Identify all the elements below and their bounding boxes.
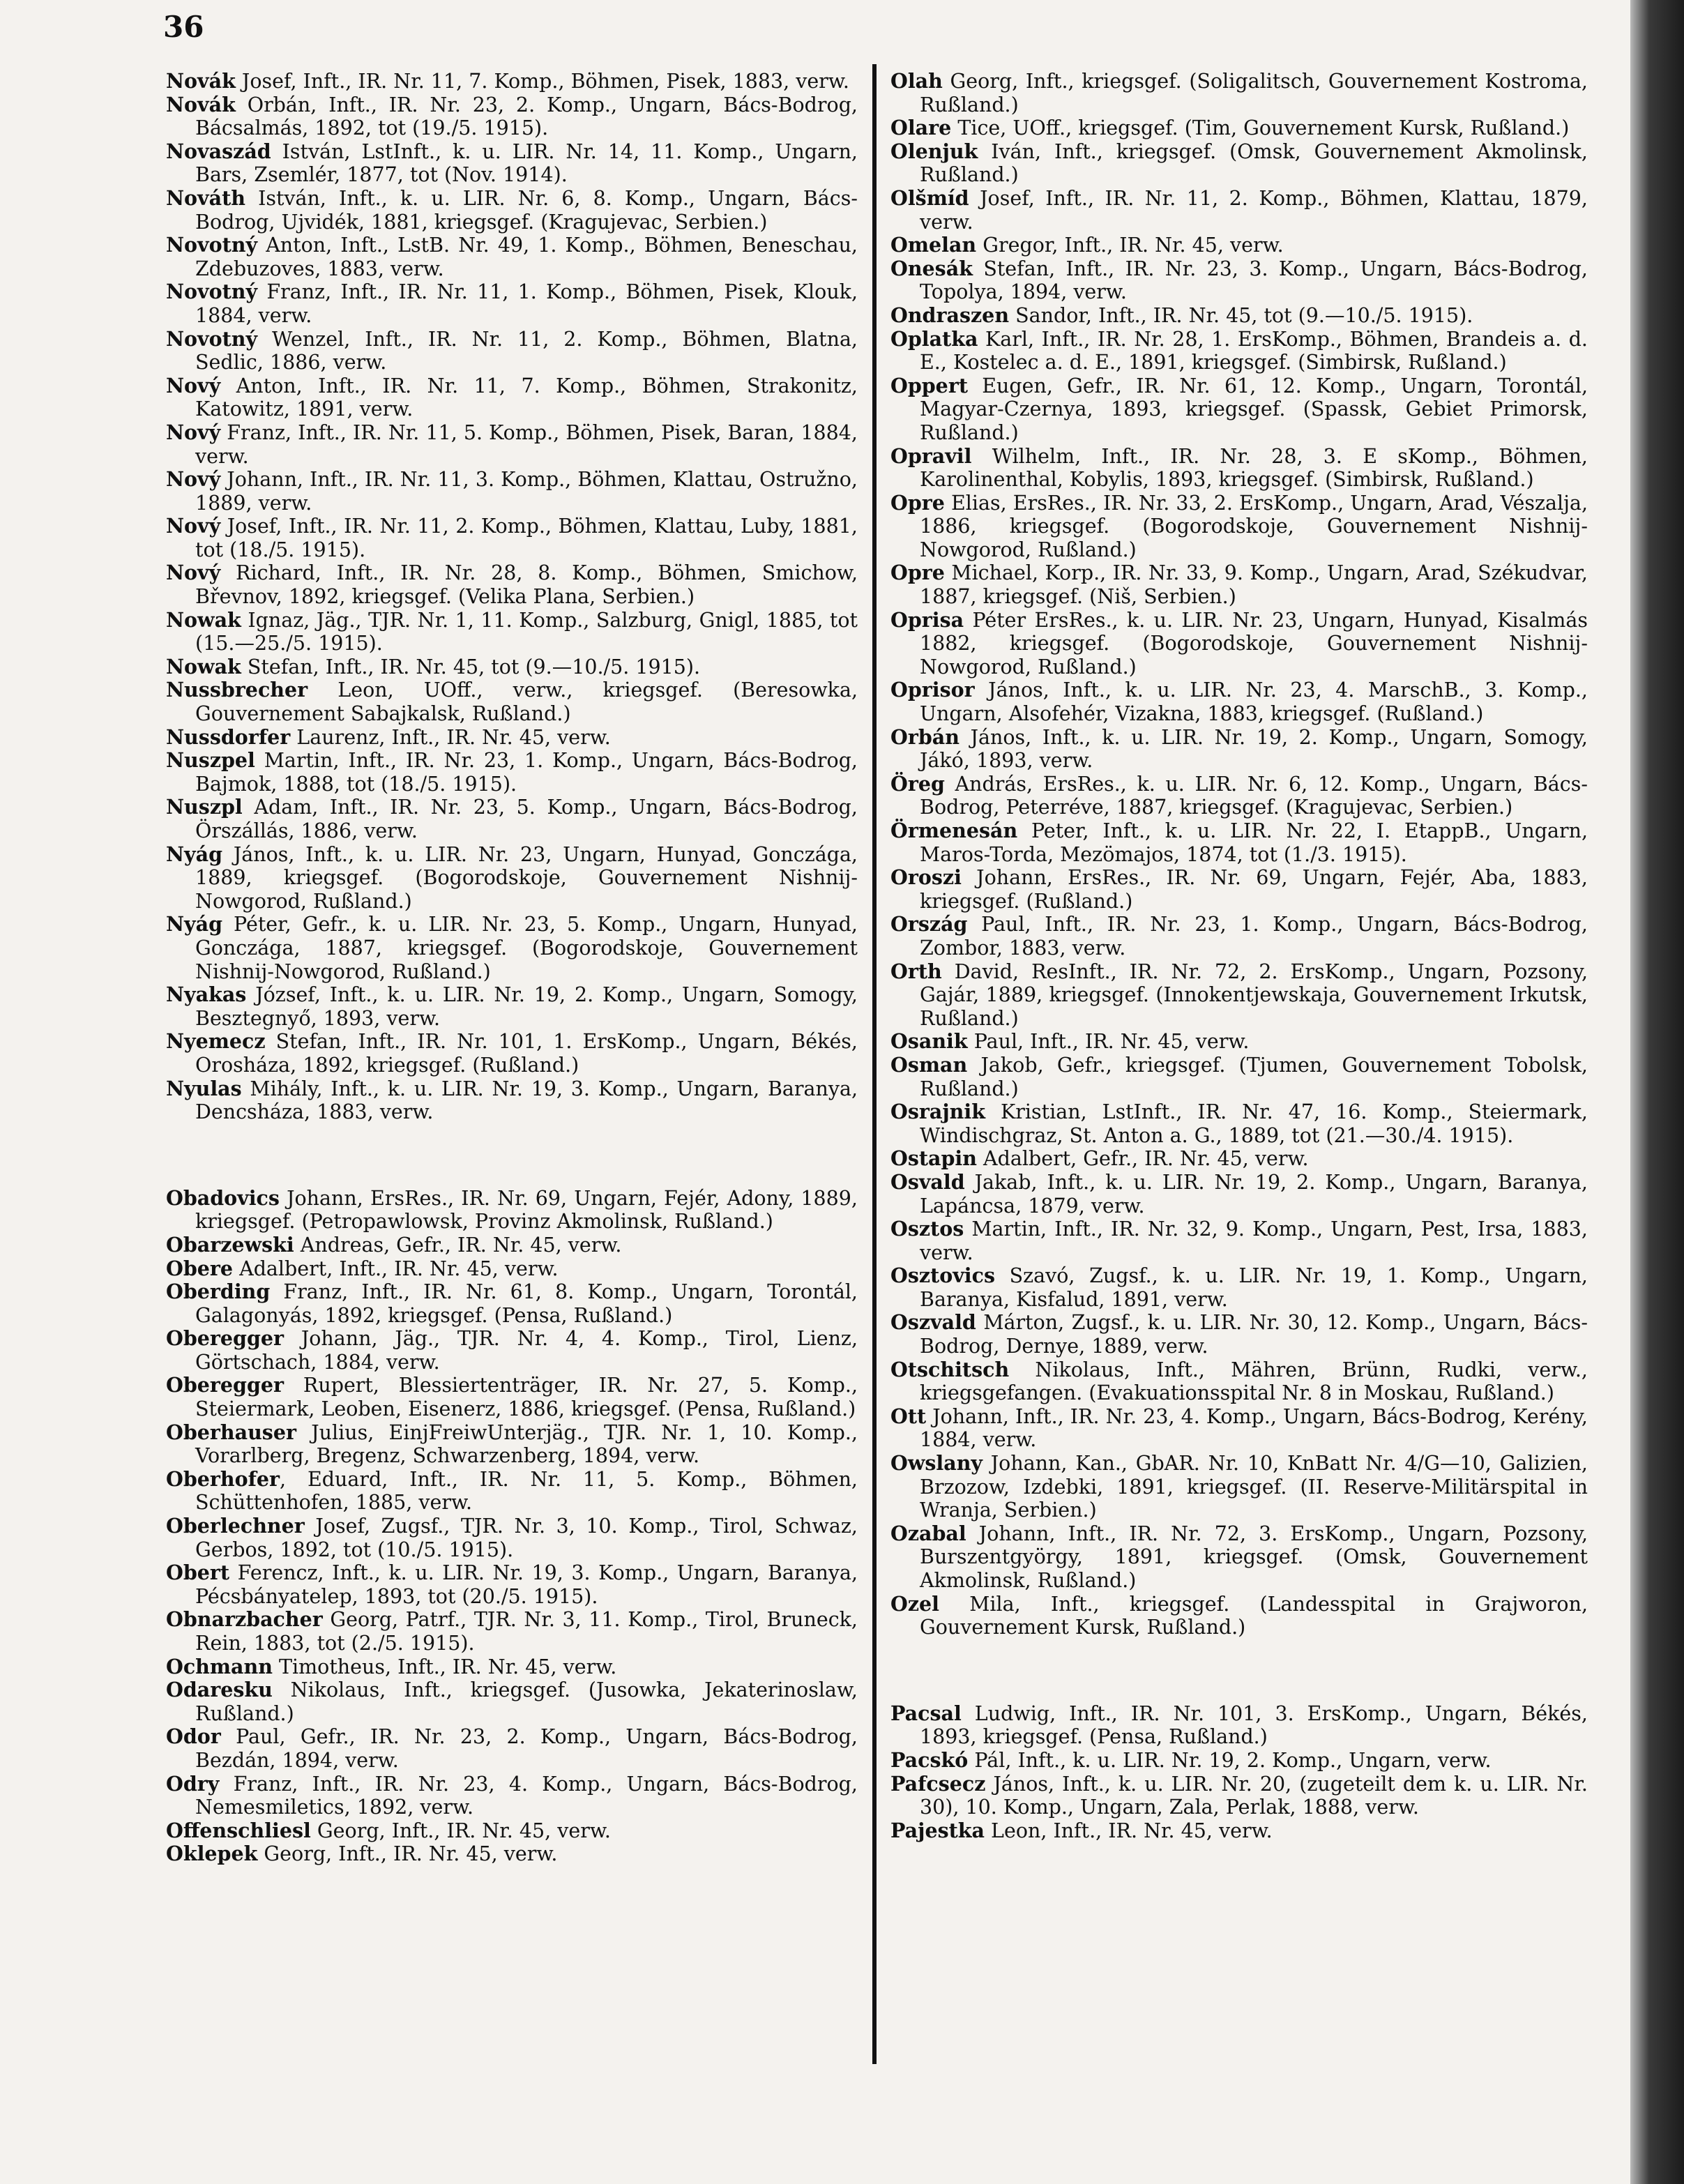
list-item — [890, 1311, 1588, 1358]
surname: Nyulas — [166, 1076, 242, 1100]
surname: Olare — [890, 116, 952, 140]
entry-details: Richard, Inft., IR. Nr. 28, 8. Komp., Böhmen, Smichow, Břevnov, 1892, kriegsgef. (Velika Plana, Serbien.) — [195, 561, 858, 609]
list-item — [166, 421, 858, 468]
entry-details: Franz, Inft., IR. Nr. 11, 5. Komp., Böhmen, Pisek, Baran, 1884, verw. — [195, 420, 858, 468]
entry-details: Georg, Patrf., TJR. Nr. 3, 11. Komp., Tirol, Bruneck, Rein, 1883, tot (2./5. 1915). — [195, 1608, 858, 1655]
list-item — [890, 819, 1588, 866]
list-item — [166, 468, 858, 515]
surname: Nový — [166, 420, 221, 444]
entry-details: Nikolaus, Inft., kriegsgef. (Jusowka, Jekaterinoslaw, Rußland.) — [195, 1678, 858, 1725]
entry-details: Andreas, Gefr., IR. Nr. 45, verw. — [294, 1233, 622, 1257]
surname: Offenschliesl — [166, 1818, 311, 1842]
surname: Nowak — [166, 654, 241, 678]
list-item — [890, 70, 1588, 116]
surname: Ország — [890, 912, 968, 936]
surname: Oprisor — [890, 678, 975, 702]
surname: Osztos — [890, 1217, 964, 1241]
list-item — [890, 960, 1588, 1031]
surname: Öreg — [890, 771, 945, 796]
surname: Oberegger — [166, 1373, 285, 1397]
list-item — [890, 678, 1588, 725]
entry-details: István, Inft., k. u. LIR. Nr. 6, 8. Komp., Ungarn, Bács-Bodrog, Ujvidék, 1881, kriegsgef. (Kragujevac, Serbien.) — [195, 186, 858, 234]
entry-details: Julius, EinjFreiwUnterjäg., TJR. Nr. 1, 10. Komp., Vorarlberg, Bregenz, Schwarzenberg, 1894, verw. — [195, 1420, 858, 1468]
entry-details: Franz, Inft., IR. Nr. 23, 4. Komp., Ungarn, Bács-Bodrog, Nemesmiletics, 1892, verw. — [195, 1772, 858, 1819]
list-item — [890, 913, 1588, 960]
entry-group-p — [890, 1702, 1588, 1843]
entry-details: Ludwig, Inft., IR. Nr. 101, 3. ErsKomp., Ungarn, Békés, 1893, kriegsgef. (Pensa, Rußland.) — [920, 1701, 1588, 1749]
entry-details: Kristian, LstInft., IR. Nr. 47, 16. Komp., Steiermark, Windischgraz, St. Anton a. G., 1889, tot (21.—30./4. 1915). — [920, 1100, 1588, 1147]
entry-details: Johann, ErsRes., IR. Nr. 69, Ungarn, Fejér, Aba, 1883, kriegsgef. (Rußland.) — [920, 866, 1588, 913]
list-item — [890, 561, 1588, 608]
list-item — [166, 328, 858, 374]
list-item — [166, 1561, 858, 1608]
surname: Ozabal — [890, 1521, 966, 1545]
list-item — [890, 116, 1588, 140]
list-item — [166, 374, 858, 421]
surname: Pajestka — [890, 1818, 985, 1842]
surname: Nowak — [166, 607, 241, 632]
surname: Osrajnik — [890, 1100, 985, 1124]
page-edge-shadow — [1630, 0, 1684, 2184]
list-item — [166, 749, 858, 796]
list-item — [166, 187, 858, 234]
entry-details: Josef, Inft., IR. Nr. 11, 2. Komp., Böhmen, Klattau, 1879, verw. — [920, 186, 1588, 234]
list-item — [890, 1522, 1588, 1593]
surname: Nový — [166, 514, 221, 538]
surname: Pafcsecz — [890, 1771, 986, 1796]
list-item — [166, 1678, 858, 1725]
surname: Oberhofer — [166, 1466, 280, 1491]
list-item — [890, 1264, 1588, 1311]
surname: Otschitsch — [890, 1357, 1010, 1381]
surname: Oberegger — [166, 1326, 285, 1351]
surname: Opre — [890, 561, 945, 585]
list-item — [890, 492, 1588, 562]
entry-details: Iván, Inft., kriegsgef. (Omsk, Gouvernement Akmolinsk, Rußland.) — [920, 139, 1588, 187]
list-item — [166, 983, 858, 1030]
entry-details: Ignaz, Jäg., TJR. Nr. 1, 11. Komp., Salzburg, Gnigl, 1885, tot (15.—25./5. 1915). — [195, 608, 858, 655]
surname: Nuszpl — [166, 795, 243, 819]
entry-details: Adalbert, Gefr., IR. Nr. 45, verw. — [976, 1147, 1309, 1171]
entry-details: Márton, Zugsf., k. u. LIR. Nr. 30, 12. Komp., Ungarn, Bács-Bodrog, Dernye, 1889, verw. — [920, 1311, 1588, 1358]
list-item — [166, 1608, 858, 1655]
entry-details: Sandor, Inft., IR. Nr. 45, tot (9.—10./5. 1915). — [1009, 303, 1473, 327]
surname: Oppert — [890, 373, 968, 397]
entry-details: Peter, Inft., k. u. LIR. Nr. 22, I. EtappB., Ungarn, Maros-Torda, Mezömajos, 1874, tot (1./3. 1915). — [920, 819, 1588, 866]
surname: Osman — [890, 1052, 968, 1077]
entry-details: Anton, Inft., LstB. Nr. 49, 1. Komp., Böhmen, Beneschau, Zdebuzoves, 1883, verw. — [195, 234, 858, 280]
list-item — [890, 1773, 1588, 1819]
entry-details: Johann, Inft., IR. Nr. 72, 3. ErsKomp., Ungarn, Pozsony, Burszentgyörgy, 1891, kriegsgef. (Omsk, Gouvernement Akmolinsk, Rußland.) — [920, 1522, 1588, 1592]
surname: Ott — [890, 1404, 927, 1428]
list-item — [166, 93, 858, 140]
entry-details: Péter ErsRes., k. u. LIR. Nr. 23, Ungarn, Hunyad, Kisalmás 1882, kriegsgef. (Bogorodskoje, Gouvernement Nishnij-Nowgorod, Rußland.) — [920, 608, 1588, 678]
entry-details: Gregor, Inft., IR. Nr. 45, verw. — [976, 234, 1284, 257]
entry-details: Franz, Inft., IR. Nr. 11, 1. Komp., Böhmen, Pisek, Klouk, 1884, verw. — [195, 280, 858, 327]
section-gap — [166, 1124, 858, 1187]
surname: Nový — [166, 373, 221, 397]
entry-details: Georg, Inft., IR. Nr. 45, verw. — [310, 1819, 611, 1842]
surname: Osztovics — [890, 1264, 996, 1288]
surname: Pacskó — [890, 1747, 969, 1772]
list-item — [166, 140, 858, 187]
list-item — [166, 913, 858, 983]
list-item — [890, 140, 1588, 187]
entry-details: Nikolaus, Inft., Mähren, Brünn, Rudki, verw., kriegsgefangen. (Evakuationsspital Nr. 8 in Moskau, Rußland.) — [920, 1358, 1588, 1405]
entry-details: Leon, UOff., verw., kriegsgef. (Beresowka, Gouvernement Sabajkalsk, Rußland.) — [195, 678, 858, 726]
entry-group-o — [166, 1187, 858, 1866]
entry-details: Wenzel, Inft., IR. Nr. 11, 2. Komp., Böhmen, Blatna, Sedlic, 1886, verw. — [195, 327, 858, 374]
surname: Novotný — [166, 233, 258, 257]
entry-details: Georg, Inft., IR. Nr. 45, verw. — [257, 1842, 558, 1866]
entry-details: János, Inft., k. u. LIR. Nr. 23, Ungarn, Hunyad, Gonczága, 1889, kriegsgef. (Bogorodskoje, Gouvernement Nishnij-Nowgorod, Rußland.) — [195, 842, 858, 913]
list-item — [890, 328, 1588, 374]
list-item — [890, 304, 1588, 328]
entry-details: Orbán, Inft., IR. Nr. 23, 2. Komp., Ungarn, Bács-Bodrog, Bácsalmás, 1892, tot (19./5. 1915). — [195, 93, 858, 140]
surname: Nyág — [166, 912, 223, 936]
surname: Obert — [166, 1561, 230, 1585]
entry-details: Johann, Inft., IR. Nr. 11, 3. Komp., Böhmen, Klattau, Ostružno, 1889, verw. — [195, 468, 858, 515]
list-item — [166, 1655, 858, 1679]
entry-details: Laurenz, Inft., IR. Nr. 45, verw. — [290, 725, 611, 749]
entry-details: Rupert, Blessiertenträger, IR. Nr. 27, 5. Komp., Steiermark, Leoben, Eisenerz, 1886, kriegsgef. (Pensa, Rußland.) — [195, 1374, 858, 1421]
surname: Obere — [166, 1256, 234, 1280]
list-item — [166, 1773, 858, 1819]
surname: Nyág — [166, 842, 223, 866]
entry-details: Josef, Zugsf., TJR. Nr. 3, 10. Komp., Tirol, Schwaz, Gerbos, 1892, tot (10./5. 1915). — [195, 1515, 858, 1561]
list-item — [166, 1234, 858, 1257]
entry-details: János, Inft., k. u. LIR. Nr. 20, (zugeteilt dem k. u. LIR. Nr. 30), 10. Komp., Ungarn, Zala, Perlak, 1888, verw. — [920, 1772, 1588, 1819]
surname: Novák — [166, 69, 236, 93]
list-item — [166, 1327, 858, 1374]
entry-details: Stefan, Inft., IR. Nr. 23, 3. Komp., Ungarn, Bács-Bodrog, Topolya, 1894, verw. — [920, 257, 1588, 304]
entry-details: Johann, Inft., IR. Nr. 23, 4. Komp., Ungarn, Bács-Bodrog, Kerény, 1884, verw. — [920, 1404, 1588, 1452]
list-item — [166, 1842, 858, 1866]
surname: Obnarzbacher — [166, 1607, 323, 1632]
list-item — [166, 70, 858, 93]
entry-details: Mihály, Inft., k. u. LIR. Nr. 19, 3. Komp., Ungarn, Baranya, Dencsháza, 1883, verw. — [195, 1077, 858, 1124]
entry-details: Karl, Inft., IR. Nr. 28, 1. ErsKomp., Böhmen, Brandeis a. d. E., Kostelec a. d. E., 1891, kriegsgef. (Simbirsk, Rußland.) — [920, 327, 1588, 374]
surname: Novák — [166, 92, 236, 116]
entry-details: Anton, Inft., IR. Nr. 11, 7. Komp., Böhmen, Strakonitz, Katowitz, 1891, verw. — [195, 374, 858, 421]
entry-details: István, LstInft., k. u. LIR. Nr. 14, 11. Komp., Ungarn, Bars, Zsemlér, 1877, tot (Nov. 1914). — [195, 139, 858, 187]
surname: Nový — [166, 467, 221, 492]
list-item — [166, 1030, 858, 1077]
surname: Olah — [890, 69, 943, 93]
list-item — [166, 1421, 858, 1468]
surname: Obadovics — [166, 1185, 280, 1210]
surname: Olšmíd — [890, 185, 969, 210]
list-item — [890, 1749, 1588, 1773]
entry-details: Georg, Inft., kriegsgef. (Soligalitsch, Gouvernement Kostroma, Rußland.) — [920, 70, 1588, 116]
surname: Orbán — [890, 725, 959, 749]
list-item — [166, 609, 858, 655]
surname: Nussbrecher — [166, 678, 308, 702]
entry-details: Stefan, Inft., IR. Nr. 101, 1. ErsKomp., Ungarn, Békés, Orosháza, 1892, kriegsgef. (Rußland.) — [195, 1030, 858, 1077]
entry-details: , Eduard, Inft., IR. Nr. 11, 5. Komp., Böhmen, Schüttenhofen, 1885, verw. — [195, 1467, 858, 1515]
list-item — [890, 187, 1588, 234]
column-divider — [872, 64, 877, 2064]
list-item — [166, 843, 858, 913]
entry-details: János, Inft., k. u. LIR. Nr. 19, 2. Komp., Ungarn, Somogy, Jákó, 1893, verw. — [920, 725, 1588, 773]
list-item — [890, 866, 1588, 913]
surname: Odry — [166, 1771, 220, 1796]
entry-details: Johann, ErsRes., IR. Nr. 69, Ungarn, Fejér, Adony, 1889, kriegsgef. (Petropawlowsk, Provinz Akmolinsk, Rußland.) — [195, 1186, 858, 1234]
list-item — [890, 609, 1588, 679]
list-item — [166, 234, 858, 280]
page-number: 36 — [163, 10, 204, 44]
list-item — [166, 1187, 858, 1234]
list-item — [890, 374, 1588, 445]
entry-details: Adam, Inft., IR. Nr. 23, 5. Komp., Ungarn, Bács-Bodrog, Örszállás, 1886, verw. — [195, 796, 858, 842]
entry-details: Pál, Inft., k. u. LIR. Nr. 19, 2. Komp., Ungarn, verw. — [968, 1748, 1492, 1772]
entry-details: Tice, UOff., kriegsgef. (Tim, Gouvernement Kursk, Rußland.) — [951, 116, 1570, 140]
section-gap — [890, 1639, 1588, 1702]
entry-details: Elias, ErsRes., IR. Nr. 33, 2. ErsKomp., Ungarn, Arad, Vészalja, 1886, kriegsgef. (Bogorodskoje, Gouvernement Nishnij-Nowgorod, Rußland.) — [920, 491, 1588, 561]
list-item — [890, 726, 1588, 773]
surname: Oplatka — [890, 326, 978, 351]
list-item — [890, 1702, 1588, 1749]
surname: Ozel — [890, 1591, 939, 1616]
surname: Osvald — [890, 1169, 965, 1194]
list-item — [166, 796, 858, 842]
list-item — [890, 1171, 1588, 1218]
list-item — [166, 280, 858, 327]
entry-details: Mila, Inft., kriegsgef. (Landesspital in Grajworon, Gouvernement Kursk, Rußland.) — [920, 1592, 1588, 1639]
entry-details: Paul, Gefr., IR. Nr. 23, 2. Komp., Ungarn, Bács-Bodrog, Bezdán, 1894, verw. — [195, 1725, 858, 1772]
list-item — [890, 1405, 1588, 1452]
list-item — [890, 1218, 1588, 1264]
surname: Oroszi — [890, 865, 962, 890]
list-item — [166, 1819, 858, 1843]
surname: Ostapin — [890, 1146, 977, 1171]
surname: Pacsal — [890, 1701, 962, 1725]
surname: Nussdorfer — [166, 725, 291, 749]
entry-details: Paul, Inft., IR. Nr. 45, verw. — [967, 1030, 1250, 1054]
surname: Oberlechner — [166, 1514, 305, 1538]
entry-details: Szavó, Zugsf., k. u. LIR. Nr. 19, 1. Komp., Ungarn, Baranya, Kisfalud, 1891, verw. — [920, 1264, 1588, 1311]
list-item — [890, 1147, 1588, 1171]
surname: Oklepek — [166, 1842, 258, 1866]
entry-details: Franz, Inft., IR. Nr. 61, 8. Komp., Ungarn, Torontál, Galagonyás, 1892, kriegsgef. (Pensa, Rußland.) — [195, 1280, 858, 1327]
entry-details: Martin, Inft., IR. Nr. 32, 9. Komp., Ungarn, Pest, Irsa, 1883, verw. — [920, 1218, 1588, 1264]
list-item — [166, 1515, 858, 1561]
list-item — [166, 678, 858, 725]
entry-details: Adalbert, Inft., IR. Nr. 45, verw. — [233, 1257, 559, 1280]
list-item — [166, 1374, 858, 1420]
entry-details: Stefan, Inft., IR. Nr. 45, tot (9.—10./5. 1915). — [241, 655, 701, 678]
surname: Nuszpel — [166, 748, 255, 773]
surname: Nyakas — [166, 983, 247, 1007]
entry-details: Timotheus, Inft., IR. Nr. 45, verw. — [272, 1655, 617, 1678]
entry-details: Johann, Kan., GbAR. Nr. 10, KnBatt Nr. 4/G—10, Galizien, Brzozow, Izdebki, 1891, kriegsgef. (II. Reserve-Militärspital in Wranja, Serbien.) — [920, 1452, 1588, 1522]
list-item — [890, 1054, 1588, 1100]
list-item — [890, 234, 1588, 257]
entry-details: Jakob, Gefr., kriegsgef. (Tjumen, Gouvernement Tobolsk, Rußland.) — [920, 1053, 1588, 1100]
entry-details: Péter, Gefr., k. u. LIR. Nr. 23, 5. Komp., Ungarn, Hunyad, Gonczága, 1887, kriegsgef. (Bogorodskoje, Gouvernement Nishnij-Nowgorod, Rußland.) — [195, 913, 858, 983]
list-item — [890, 1452, 1588, 1522]
entry-details: Ferencz, Inft., k. u. LIR. Nr. 19, 3. Komp., Ungarn, Baranya, Pécsbányatelep, 1893, tot (20./5. 1915). — [195, 1561, 858, 1608]
surname: Oberding — [166, 1280, 271, 1304]
list-item — [890, 1030, 1588, 1054]
surname: Odaresku — [166, 1678, 273, 1702]
list-item — [166, 561, 858, 608]
list-item — [890, 1593, 1588, 1639]
surname: Owslany — [890, 1451, 983, 1476]
surname: Odor — [166, 1724, 221, 1749]
list-item — [890, 773, 1588, 819]
list-item — [890, 1358, 1588, 1405]
surname: Ochmann — [166, 1654, 273, 1678]
surname: Novotný — [166, 326, 258, 351]
list-item — [166, 655, 858, 679]
surname: Oszvald — [890, 1310, 976, 1335]
list-item — [890, 257, 1588, 304]
list-item — [890, 1100, 1588, 1147]
list-item — [166, 1468, 858, 1515]
surname: Oberhauser — [166, 1420, 297, 1444]
surname: Oprisa — [890, 607, 964, 632]
surname: Osanik — [890, 1029, 968, 1054]
list-item — [166, 1077, 858, 1124]
surname: Orth — [890, 959, 942, 983]
entry-details: Josef, Inft., IR. Nr. 11, 2. Komp., Böhmen, Klattau, Luby, 1881, tot (18./5. 1915). — [195, 515, 858, 561]
surname: Opre — [890, 490, 945, 515]
surname: Novotný — [166, 280, 258, 304]
entry-details: Eugen, Gefr., IR. Nr. 61, 12. Komp., Ungarn, Torontál, Magyar-Czernya, 1893, kriegsgef. (Spassk, Gebiet Primorsk, Rußland.) — [920, 374, 1588, 444]
surname: Omelan — [890, 233, 977, 257]
entry-details: Johann, Jäg., TJR. Nr. 4, 4. Komp., Tirol, Lienz, Görtschach, 1884, verw. — [195, 1327, 858, 1374]
surname: Novaszád — [166, 139, 271, 163]
entry-group-n — [166, 70, 858, 1124]
entry-details: Leon, Inft., IR. Nr. 45, verw. — [985, 1819, 1273, 1842]
entry-details: Martin, Inft., IR. Nr. 23, 1. Komp., Ungarn, Bács-Bodrog, Bajmok, 1888, tot (18./5. 1915). — [195, 749, 858, 796]
list-item — [166, 1280, 858, 1327]
surname: Onesák — [890, 256, 973, 280]
list-item — [166, 515, 858, 561]
entry-details: Wilhelm, Inft., IR. Nr. 28, 3. E sKomp., Böhmen, Karolinenthal, Kobylis, 1893, kriegsgef. (Simbirsk, Rußland.) — [920, 444, 1588, 492]
left-column — [166, 70, 858, 1866]
surname: Obarzewski — [166, 1232, 294, 1257]
list-item — [166, 726, 858, 750]
list-item — [890, 1819, 1588, 1843]
entry-details: András, ErsRes., k. u. LIR. Nr. 6, 12. Komp., Ungarn, Bács-Bodrog, Peterréve, 1887, kriegsgef. (Kragujevac, Serbien.) — [920, 772, 1588, 819]
entry-details: János, Inft., k. u. LIR. Nr. 23, 4. MarschB., 3. Komp., Ungarn, Alsofehér, Vizakna, 1883, kriegsgef. (Rußland.) — [920, 678, 1588, 726]
surname: Ondraszen — [890, 303, 1010, 327]
entry-details: József, Inft., k. u. LIR. Nr. 19, 2. Komp., Ungarn, Somogy, Besztegnyő, 1893, verw. — [195, 983, 858, 1030]
surname: Örmenesán — [890, 819, 1018, 842]
entry-details: Josef, Inft., IR. Nr. 11, 7. Komp., Böhmen, Pisek, 1883, verw. — [235, 70, 849, 93]
surname: Nový — [166, 561, 221, 585]
right-column — [890, 70, 1588, 1842]
list-item — [890, 445, 1588, 492]
entry-details: Jakab, Inft., k. u. LIR. Nr. 19, 2. Komp., Ungarn, Baranya, Lapáncsa, 1879, verw. — [920, 1170, 1588, 1218]
entry-details: Michael, Korp., IR. Nr. 33, 9. Komp., Ungarn, Arad, Székudvar, 1887, kriegsgef. (Niš, Serbien.) — [920, 561, 1588, 609]
surname: Opravil — [890, 443, 972, 468]
entry-details: David, ResInft., IR. Nr. 72, 2. ErsKomp., Ungarn, Pozsony, Gajár, 1889, kriegsgef. (Innokentjewskaja, Gouvernement Irkutsk, Rußland.) — [920, 960, 1588, 1030]
surname: Nyemecz — [166, 1029, 266, 1054]
entry-details: Paul, Inft., IR. Nr. 23, 1. Komp., Ungarn, Bács-Bodrog, Zombor, 1883, verw. — [920, 913, 1588, 960]
list-item — [166, 1257, 858, 1281]
surname: Olenjuk — [890, 139, 978, 163]
entry-group-o-continued — [890, 70, 1588, 1639]
list-item — [166, 1725, 858, 1772]
surname: Nováth — [166, 185, 245, 210]
